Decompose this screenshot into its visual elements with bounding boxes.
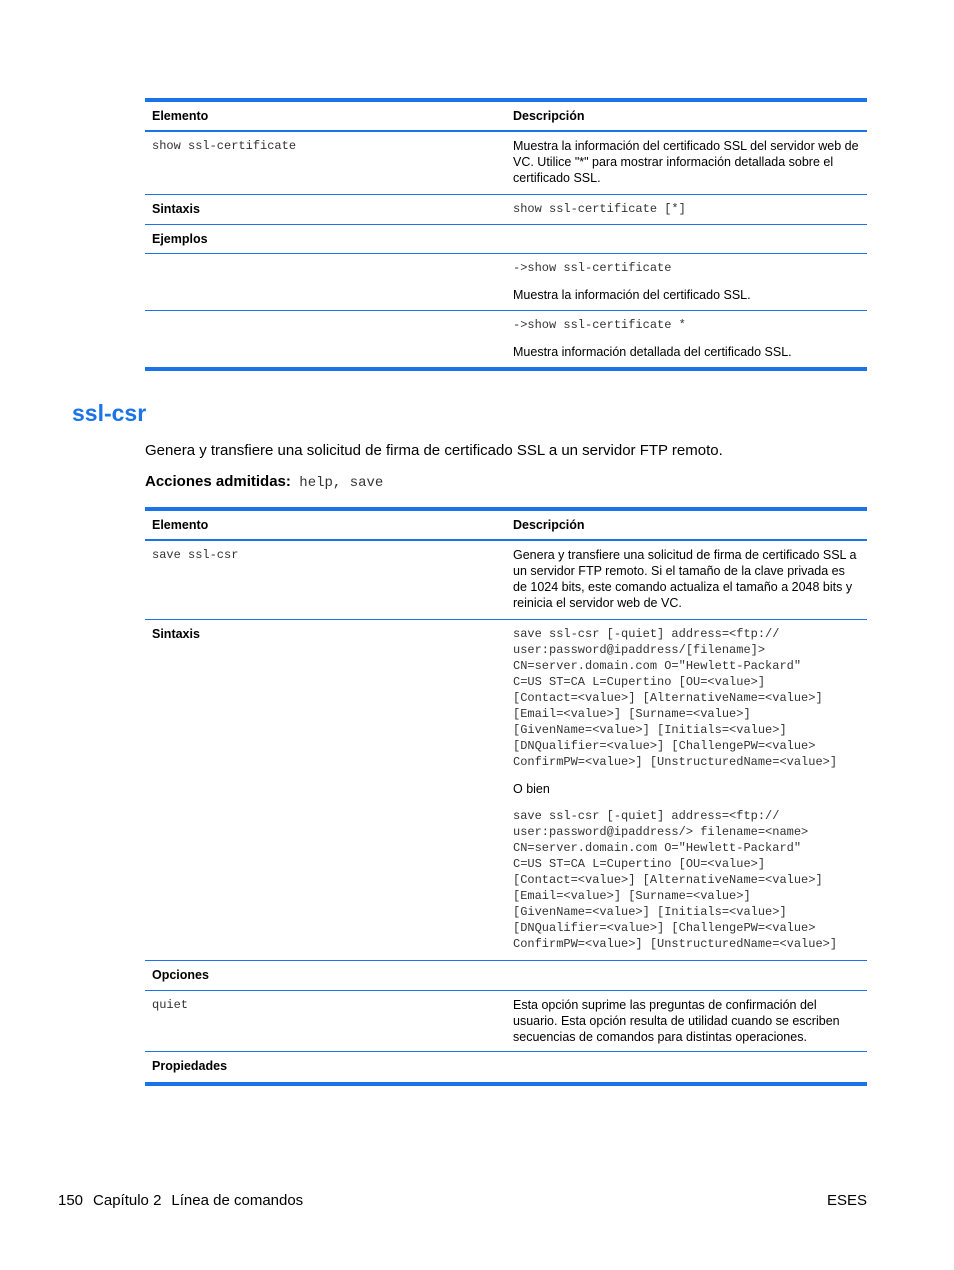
chapter-title: Línea de comandos <box>171 1192 304 1209</box>
page-footer-left <box>58 1192 313 1209</box>
table-header-row <box>145 98 867 132</box>
or-separator: O bien <box>513 782 550 796</box>
syntax-cell <box>506 620 867 960</box>
table-row <box>145 961 867 991</box>
header-descripcion: Descripción <box>513 109 585 123</box>
table-row <box>145 132 867 195</box>
option-cell: quiet <box>152 998 189 1012</box>
empty-cell <box>145 311 506 367</box>
empty-cell <box>145 254 506 310</box>
syntax-cell: show ssl-certificate [*] <box>513 202 686 216</box>
command-cell: save ssl-csr <box>152 548 239 562</box>
table-row <box>145 311 867 371</box>
actions-value: help, save <box>290 475 384 491</box>
supported-actions <box>145 473 383 492</box>
example-description: Muestra la información del certificado SSL. <box>513 288 751 302</box>
row-label-opciones: Opciones <box>152 968 209 982</box>
locale-code: ESES <box>826 1192 867 1209</box>
table-row <box>145 225 867 254</box>
ssl-certificate-table <box>145 98 867 371</box>
section-title: ssl-csr <box>72 400 147 426</box>
example-cell <box>506 311 867 367</box>
table-row <box>145 195 867 225</box>
ssl-csr-table <box>145 507 867 1086</box>
header-elemento: Elemento <box>152 518 209 532</box>
example-cell <box>506 254 867 310</box>
row-label-ejemplos: Ejemplos <box>152 232 208 246</box>
empty-cell <box>506 1052 867 1082</box>
syntax-form-2: save ssl-csr [-quiet] address=<ftp:// user:password@ipaddress/> filename=<name> CN=server.domain.com O="Hewlett-Packard" C=US ST=CA L=Cupertino [OU=<value>] [Contact=<value>] [AlternativeName=<value>] [Email=<value>] [Surname=<value>] [GivenName=<value>] [Initials=<value>] [DNQualifier=<value>] [ChallengePW=<value> ConfirmPW=<value>] [UnstructuredName=<value>] <box>513 809 838 951</box>
description-cell: Muestra la información del certificado SSL del servidor web de VC. Utilice "*" para mostrar información detallada sobre el certificado SSL. <box>513 139 859 185</box>
example-description: Muestra información detallada del certificado SSL. <box>513 345 792 359</box>
example-command: ->show ssl-certificate * <box>513 318 686 332</box>
header-elemento: Elemento <box>152 109 209 123</box>
table-row <box>145 620 867 961</box>
table-row <box>145 991 867 1052</box>
page-number: 150 <box>58 1192 84 1209</box>
example-command: ->show ssl-certificate <box>513 261 672 275</box>
table-row <box>145 1052 867 1086</box>
empty-cell <box>506 225 867 253</box>
syntax-form-1: save ssl-csr [-quiet] address=<ftp:// user:password@ipaddress/[filename]> CN=server.domain.com O="Hewlett-Packard" C=US ST=CA L=Cupertino [OU=<value>] [Contact=<value>] [AlternativeName=<value>] [Email=<value>] [Surname=<value>] [GivenName=<value>] [Initials=<value>] [DNQualifier=<value>] [ChallengePW=<value> ConfirmPW=<value>] [UnstructuredName=<value>] <box>513 627 838 769</box>
row-label-propiedades: Propiedades <box>152 1059 228 1073</box>
section-intro: Genera y transfiere una solicitud de firma de certificado SSL a un servidor FTP remoto. <box>145 442 723 459</box>
command-cell: show ssl-certificate <box>152 139 297 153</box>
actions-label: Acciones admitidas: <box>145 473 291 490</box>
row-label-sintaxis: Sintaxis <box>152 202 200 216</box>
chapter-label: Capítulo 2 <box>93 1192 162 1209</box>
header-descripcion: Descripción <box>513 518 585 532</box>
empty-cell <box>506 961 867 990</box>
description-cell: Genera y transfiere una solicitud de firma de certificado SSL a un servidor FTP remoto. Si el tamaño de la clave privada es de 1024 bits, este comando actualiza el tamaño a 2048 bits y reinicia el servidor web de VC. <box>513 548 857 610</box>
description-cell: Esta opción suprime las preguntas de confirmación del usuario. Esta opción resulta de utilidad cuando se escriben secuencias de comandos para distintas operaciones. <box>513 998 840 1044</box>
row-label-sintaxis: Sintaxis <box>152 627 200 641</box>
table-header-row <box>145 507 867 541</box>
table-row <box>145 254 867 311</box>
table-row <box>145 541 867 620</box>
